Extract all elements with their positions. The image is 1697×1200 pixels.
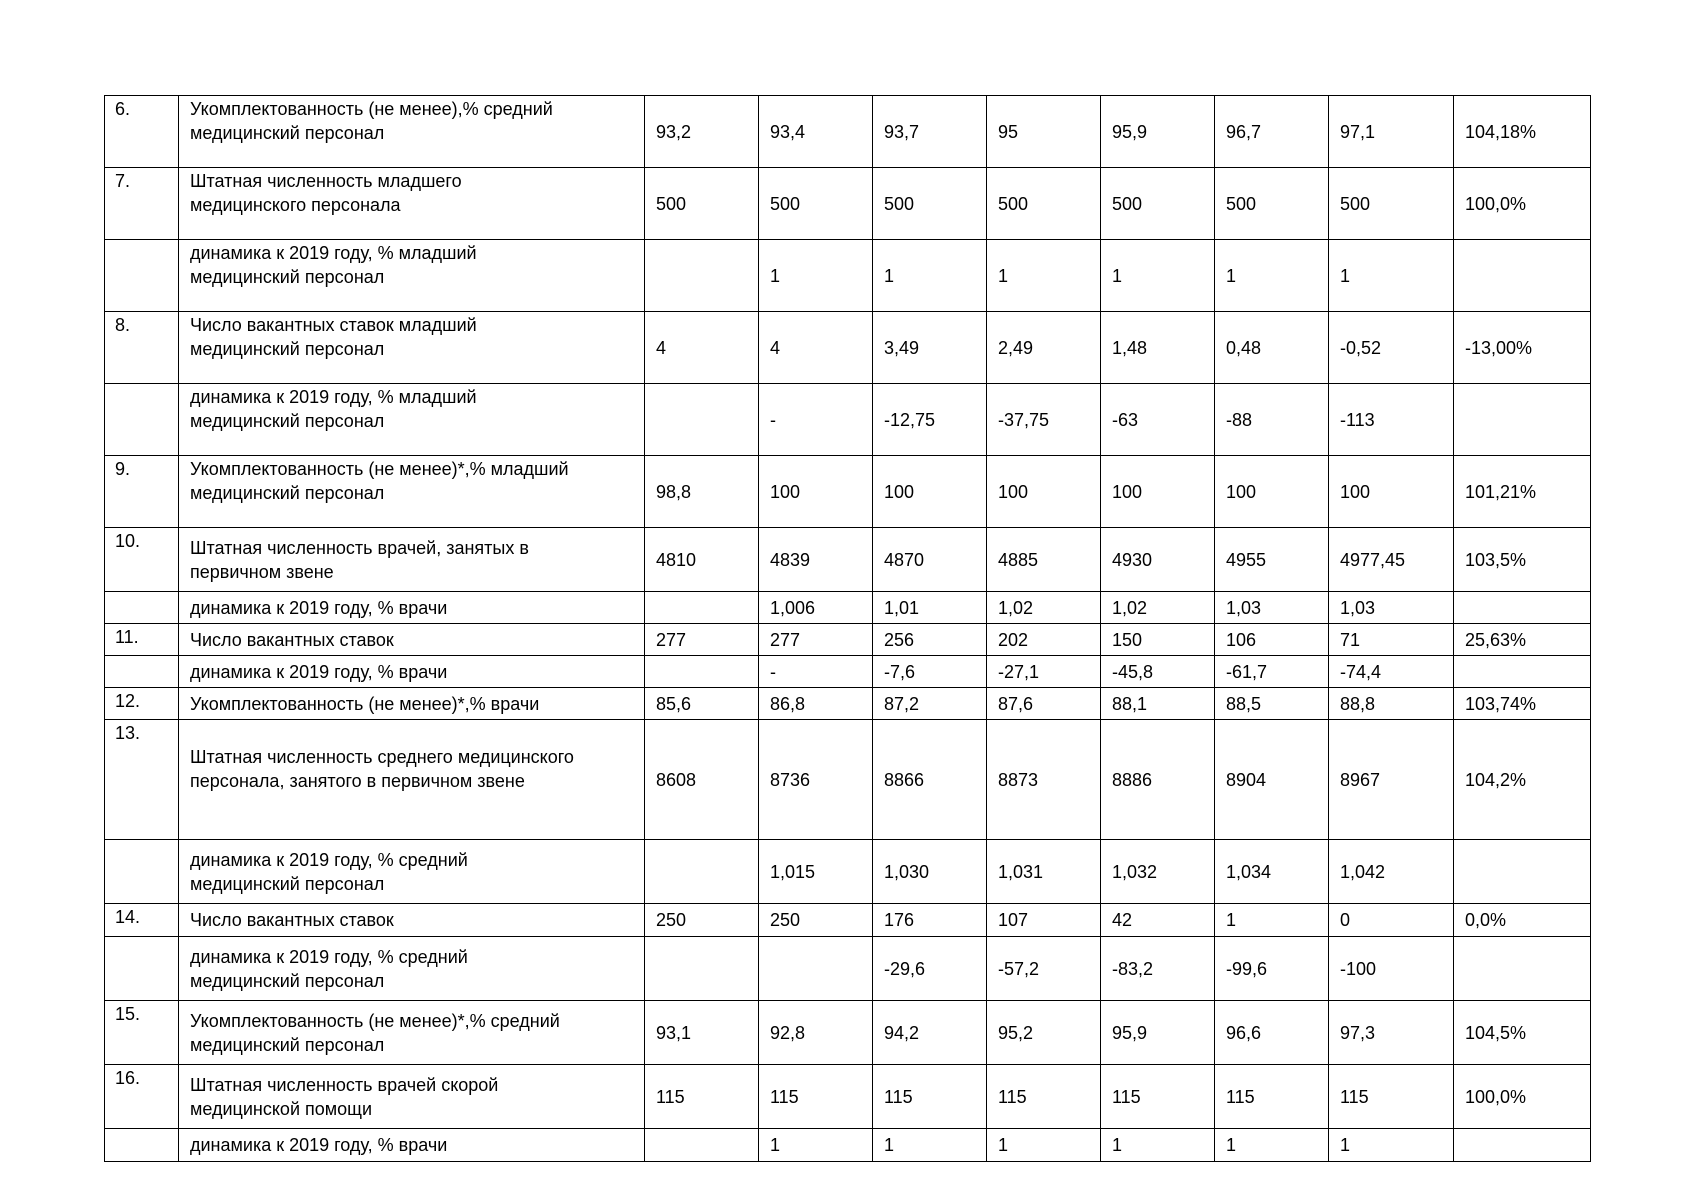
indicator-label-line: медицинского персонала xyxy=(190,195,401,215)
indicator-label xyxy=(179,456,645,528)
value-cell: 87,2 xyxy=(873,688,987,720)
document-page xyxy=(104,95,1591,1162)
value-cell: 100 xyxy=(873,456,987,528)
value-cell: 1 xyxy=(759,1129,873,1162)
value-cell: 176 xyxy=(873,904,987,937)
value-cell: 8904 xyxy=(1215,720,1329,840)
indicator-label-line: Число вакантных ставок xyxy=(190,910,394,930)
value-cell xyxy=(645,1129,759,1162)
value-cell: 1,015 xyxy=(759,840,873,904)
value-cell: 4955 xyxy=(1215,528,1329,592)
percent-cell: 104,18% xyxy=(1454,96,1591,168)
value-cell: 93,1 xyxy=(645,1001,759,1065)
row-number xyxy=(105,656,179,688)
value-cell: 4 xyxy=(645,312,759,384)
value-cell: -74,4 xyxy=(1329,656,1454,688)
table-row xyxy=(105,384,1591,456)
value-cell: 8608 xyxy=(645,720,759,840)
row-number: 15. xyxy=(105,1001,179,1065)
row-number: 11. xyxy=(105,624,179,656)
value-cell: 1 xyxy=(1215,1129,1329,1162)
row-number: 6. xyxy=(105,96,179,168)
percent-cell xyxy=(1454,1129,1591,1162)
row-number: 14. xyxy=(105,904,179,937)
value-cell: 88,8 xyxy=(1329,688,1454,720)
table-row xyxy=(105,720,1591,840)
value-cell: 87,6 xyxy=(987,688,1101,720)
indicator-label-line: Укомплектованность (не менее),% средний xyxy=(190,99,553,119)
value-cell: 500 xyxy=(759,168,873,240)
value-cell: 100 xyxy=(1215,456,1329,528)
value-cell: 97,1 xyxy=(1329,96,1454,168)
row-number: 16. xyxy=(105,1065,179,1129)
percent-cell: 100,0% xyxy=(1454,168,1591,240)
value-cell: 1 xyxy=(1101,1129,1215,1162)
row-number: 9. xyxy=(105,456,179,528)
indicator-label-line: медицинский персонал xyxy=(190,123,385,143)
table-body xyxy=(105,96,1591,1162)
indicator-label-line: динамика к 2019 году, % врачи xyxy=(190,661,448,682)
percent-cell xyxy=(1454,384,1591,456)
value-cell: -61,7 xyxy=(1215,656,1329,688)
table-row xyxy=(105,456,1591,528)
indicator-label-line: медицинский персонал xyxy=(190,483,385,503)
indicator-label-line: динамика к 2019 году, % средний xyxy=(190,849,468,870)
value-cell: 100 xyxy=(1101,456,1215,528)
indicator-label xyxy=(179,1001,645,1065)
value-cell: 93,4 xyxy=(759,96,873,168)
value-cell: 106 xyxy=(1215,624,1329,656)
value-cell: 1 xyxy=(1215,904,1329,937)
value-cell: -12,75 xyxy=(873,384,987,456)
row-number: 10. xyxy=(105,528,179,592)
indicator-label xyxy=(179,1129,645,1162)
value-cell: 0,48 xyxy=(1215,312,1329,384)
indicator-label xyxy=(179,528,645,592)
value-cell: 500 xyxy=(645,168,759,240)
value-cell: 1 xyxy=(1329,1129,1454,1162)
value-cell: 1,03 xyxy=(1329,592,1454,624)
row-number: 8. xyxy=(105,312,179,384)
percent-cell: 103,74% xyxy=(1454,688,1591,720)
value-cell: 88,1 xyxy=(1101,688,1215,720)
value-cell: 115 xyxy=(1329,1065,1454,1129)
value-cell: -57,2 xyxy=(987,937,1101,1001)
value-cell: 95,9 xyxy=(1101,96,1215,168)
value-cell: 95,2 xyxy=(987,1001,1101,1065)
value-cell: 277 xyxy=(759,624,873,656)
row-number xyxy=(105,384,179,456)
value-cell: 1 xyxy=(1215,240,1329,312)
indicator-label xyxy=(179,904,645,937)
row-number xyxy=(105,1129,179,1162)
value-cell: -100 xyxy=(1329,937,1454,1001)
indicator-label-line: динамика к 2019 году, % младший xyxy=(190,387,477,407)
value-cell: 93,2 xyxy=(645,96,759,168)
value-cell: 8873 xyxy=(987,720,1101,840)
percent-cell: 0,0% xyxy=(1454,904,1591,937)
value-cell: 1 xyxy=(1329,240,1454,312)
value-cell: 1,03 xyxy=(1215,592,1329,624)
value-cell: 4885 xyxy=(987,528,1101,592)
value-cell: 97,3 xyxy=(1329,1001,1454,1065)
indicator-label-line: Штатная численность среднего медицинского xyxy=(190,747,574,767)
value-cell: 96,6 xyxy=(1215,1001,1329,1065)
value-cell xyxy=(645,840,759,904)
value-cell: -7,6 xyxy=(873,656,987,688)
value-cell: 1,030 xyxy=(873,840,987,904)
percent-cell: 25,63% xyxy=(1454,624,1591,656)
value-cell: - xyxy=(759,384,873,456)
indicator-label xyxy=(179,168,645,240)
row-number: 7. xyxy=(105,168,179,240)
value-cell: 4930 xyxy=(1101,528,1215,592)
indicator-label-line: медицинский персонал xyxy=(190,1034,385,1055)
indicator-label-line: персонала, занятого в первичном звене xyxy=(190,771,525,791)
indicator-label xyxy=(179,720,645,840)
value-cell: 100 xyxy=(759,456,873,528)
value-cell: - xyxy=(759,656,873,688)
table-row xyxy=(105,592,1591,624)
value-cell: 94,2 xyxy=(873,1001,987,1065)
value-cell: 8967 xyxy=(1329,720,1454,840)
value-cell: 500 xyxy=(873,168,987,240)
value-cell xyxy=(645,240,759,312)
indicator-label xyxy=(179,937,645,1001)
value-cell: 4977,45 xyxy=(1329,528,1454,592)
percent-cell: 104,2% xyxy=(1454,720,1591,840)
value-cell: 96,7 xyxy=(1215,96,1329,168)
value-cell: -45,8 xyxy=(1101,656,1215,688)
table-row xyxy=(105,656,1591,688)
value-cell: -99,6 xyxy=(1215,937,1329,1001)
row-number xyxy=(105,240,179,312)
indicator-label-line: Число вакантных ставок xyxy=(190,629,394,650)
table-row xyxy=(105,240,1591,312)
value-cell: 8736 xyxy=(759,720,873,840)
indicator-label xyxy=(179,1065,645,1129)
table-row xyxy=(105,96,1591,168)
percent-cell xyxy=(1454,937,1591,1001)
indicator-label-line: медицинский персонал xyxy=(190,267,385,287)
value-cell xyxy=(645,656,759,688)
percent-cell: 103,5% xyxy=(1454,528,1591,592)
value-cell: -29,6 xyxy=(873,937,987,1001)
value-cell: 250 xyxy=(759,904,873,937)
value-cell: 93,7 xyxy=(873,96,987,168)
value-cell: 1 xyxy=(987,240,1101,312)
value-cell: 1,034 xyxy=(1215,840,1329,904)
indicator-label-line: динамика к 2019 году, % врачи xyxy=(190,1135,448,1155)
indicator-label-line: динамика к 2019 году, % врачи xyxy=(190,597,448,618)
indicator-label-line: Штатная численность врачей скорой xyxy=(190,1074,499,1095)
value-cell: 115 xyxy=(987,1065,1101,1129)
value-cell: 95 xyxy=(987,96,1101,168)
indicator-label-line: первичном звене xyxy=(190,561,334,582)
table-row xyxy=(105,168,1591,240)
row-number: 12. xyxy=(105,688,179,720)
value-cell: 1 xyxy=(759,240,873,312)
value-cell: 150 xyxy=(1101,624,1215,656)
percent-cell: 101,21% xyxy=(1454,456,1591,528)
value-cell: -88 xyxy=(1215,384,1329,456)
indicator-label-line: Штатная численность младшего xyxy=(190,171,462,191)
value-cell: 0 xyxy=(1329,904,1454,937)
percent-cell: 100,0% xyxy=(1454,1065,1591,1129)
staffing-indicators-table xyxy=(104,95,1591,1162)
value-cell: 86,8 xyxy=(759,688,873,720)
value-cell: 1,02 xyxy=(987,592,1101,624)
value-cell: -37,75 xyxy=(987,384,1101,456)
value-cell: 115 xyxy=(1215,1065,1329,1129)
row-number xyxy=(105,937,179,1001)
value-cell: 4810 xyxy=(645,528,759,592)
value-cell: 1,042 xyxy=(1329,840,1454,904)
table-row xyxy=(105,528,1591,592)
row-number xyxy=(105,592,179,624)
value-cell: 250 xyxy=(645,904,759,937)
table-row xyxy=(105,688,1591,720)
percent-cell: -13,00% xyxy=(1454,312,1591,384)
value-cell: 95,9 xyxy=(1101,1001,1215,1065)
value-cell: 500 xyxy=(1329,168,1454,240)
value-cell: -0,52 xyxy=(1329,312,1454,384)
percent-cell xyxy=(1454,592,1591,624)
indicator-label-line: Укомплектованность (не менее)*,% врачи xyxy=(190,693,540,714)
row-number: 13. xyxy=(105,720,179,840)
indicator-label xyxy=(179,312,645,384)
indicator-label xyxy=(179,592,645,624)
value-cell: -83,2 xyxy=(1101,937,1215,1001)
value-cell: -113 xyxy=(1329,384,1454,456)
value-cell: 42 xyxy=(1101,904,1215,937)
value-cell: 1 xyxy=(987,1129,1101,1162)
value-cell: 92,8 xyxy=(759,1001,873,1065)
value-cell: 500 xyxy=(987,168,1101,240)
table-row xyxy=(105,624,1591,656)
value-cell: -63 xyxy=(1101,384,1215,456)
value-cell: 100 xyxy=(987,456,1101,528)
indicator-label xyxy=(179,624,645,656)
table-row xyxy=(105,312,1591,384)
value-cell: 98,8 xyxy=(645,456,759,528)
value-cell: 115 xyxy=(759,1065,873,1129)
value-cell: 115 xyxy=(1101,1065,1215,1129)
value-cell xyxy=(645,937,759,1001)
indicator-label-line: медицинский персонал xyxy=(190,339,385,359)
table-row xyxy=(105,1129,1591,1162)
value-cell: 2,49 xyxy=(987,312,1101,384)
value-cell xyxy=(759,937,873,1001)
indicator-label xyxy=(179,240,645,312)
value-cell: 1,01 xyxy=(873,592,987,624)
indicator-label xyxy=(179,840,645,904)
value-cell: 277 xyxy=(645,624,759,656)
indicator-label xyxy=(179,384,645,456)
indicator-label xyxy=(179,688,645,720)
indicator-label-line: динамика к 2019 году, % средний xyxy=(190,946,468,967)
value-cell: 85,6 xyxy=(645,688,759,720)
value-cell xyxy=(645,384,759,456)
value-cell: 107 xyxy=(987,904,1101,937)
value-cell: 3,49 xyxy=(873,312,987,384)
value-cell: 88,5 xyxy=(1215,688,1329,720)
table-row xyxy=(105,904,1591,937)
value-cell: 4839 xyxy=(759,528,873,592)
percent-cell xyxy=(1454,240,1591,312)
indicator-label-line: медицинский персонал xyxy=(190,970,385,991)
indicator-label-line: Штатная численность врачей, занятых в xyxy=(190,537,529,558)
value-cell: 115 xyxy=(873,1065,987,1129)
value-cell: 500 xyxy=(1215,168,1329,240)
indicator-label-line: динамика к 2019 году, % младший xyxy=(190,243,477,263)
indicator-label-line: медицинский персонал xyxy=(190,873,385,894)
percent-cell xyxy=(1454,840,1591,904)
value-cell: 1 xyxy=(873,1129,987,1162)
value-cell: -27,1 xyxy=(987,656,1101,688)
table-row xyxy=(105,1065,1591,1129)
table-row xyxy=(105,840,1591,904)
value-cell: 71 xyxy=(1329,624,1454,656)
value-cell xyxy=(645,592,759,624)
value-cell: 202 xyxy=(987,624,1101,656)
percent-cell: 104,5% xyxy=(1454,1001,1591,1065)
indicator-label-line: Число вакантных ставок младший xyxy=(190,315,477,335)
value-cell: 500 xyxy=(1101,168,1215,240)
value-cell: 256 xyxy=(873,624,987,656)
value-cell: 1 xyxy=(1101,240,1215,312)
value-cell: 1,031 xyxy=(987,840,1101,904)
value-cell: 1,032 xyxy=(1101,840,1215,904)
value-cell: 4 xyxy=(759,312,873,384)
indicator-label xyxy=(179,656,645,688)
row-number xyxy=(105,840,179,904)
table-row xyxy=(105,937,1591,1001)
value-cell: 100 xyxy=(1329,456,1454,528)
value-cell: 4870 xyxy=(873,528,987,592)
indicator-label xyxy=(179,96,645,168)
value-cell: 1,006 xyxy=(759,592,873,624)
value-cell: 1,48 xyxy=(1101,312,1215,384)
percent-cell xyxy=(1454,656,1591,688)
indicator-label-line: Укомплектованность (не менее)*,% средний xyxy=(190,1010,560,1031)
table-row xyxy=(105,1001,1591,1065)
value-cell: 115 xyxy=(645,1065,759,1129)
value-cell: 1 xyxy=(873,240,987,312)
indicator-label-line: Укомплектованность (не менее)*,% младший xyxy=(190,459,569,479)
value-cell: 8866 xyxy=(873,720,987,840)
value-cell: 1,02 xyxy=(1101,592,1215,624)
indicator-label-line: медицинской помощи xyxy=(190,1098,373,1119)
indicator-label-line: медицинский персонал xyxy=(190,411,385,431)
value-cell: 8886 xyxy=(1101,720,1215,840)
